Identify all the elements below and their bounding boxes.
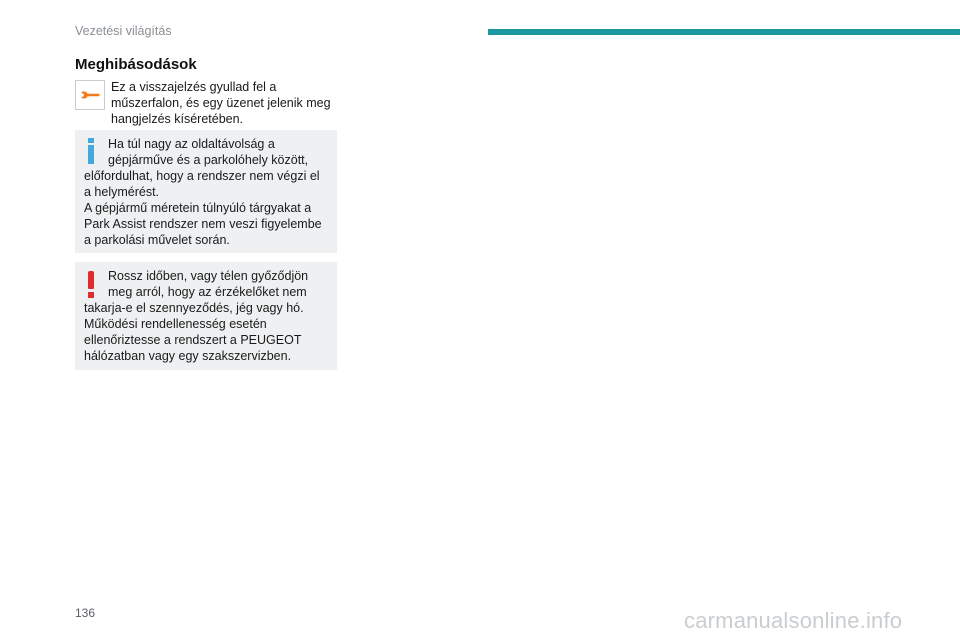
watermark: carmanualsonline.info [684, 608, 903, 633]
info-note-line1: Ha túl nagy az oldaltávolság a gépjárműve és a parkolóhely között, előfordulhat, hogy a rendszer nem végzi el a helymérést. [84, 137, 320, 199]
wrench-icon [75, 80, 105, 110]
alert-note-line1: Rossz időben, vagy télen győződjön meg arról, hogy az érzékelőket nem takarja-e el szennyeződés, jég vagy hó. [84, 269, 309, 315]
chapter-accent-bar [488, 29, 960, 35]
alert-note-line2: Működési rendellenesség esetén ellenőriztesse a rendszert a PEUGEOT hálózatban vagy egy szakszervizben. [84, 317, 302, 363]
info-note [75, 130, 337, 253]
running-header: Vezetési világítás [75, 24, 172, 38]
exclamation-icon [84, 268, 98, 298]
info-note-line2: A gépjármű méretein túlnyúló tárgyakat a Park Assist rendszer nem veszi figyelembe a parkolási művelet során. [84, 201, 322, 247]
warning-text: Ez a visszajelzés gyullad fel a műszerfalon, és egy üzenet jelenik meg hangjelzés kíséretében. [111, 80, 331, 126]
info-icon [84, 136, 98, 166]
section-title: Meghibásodások [75, 56, 197, 73]
alert-note [75, 262, 337, 370]
page-number: 136 [75, 606, 96, 620]
warning-indicator-block [75, 79, 337, 127]
